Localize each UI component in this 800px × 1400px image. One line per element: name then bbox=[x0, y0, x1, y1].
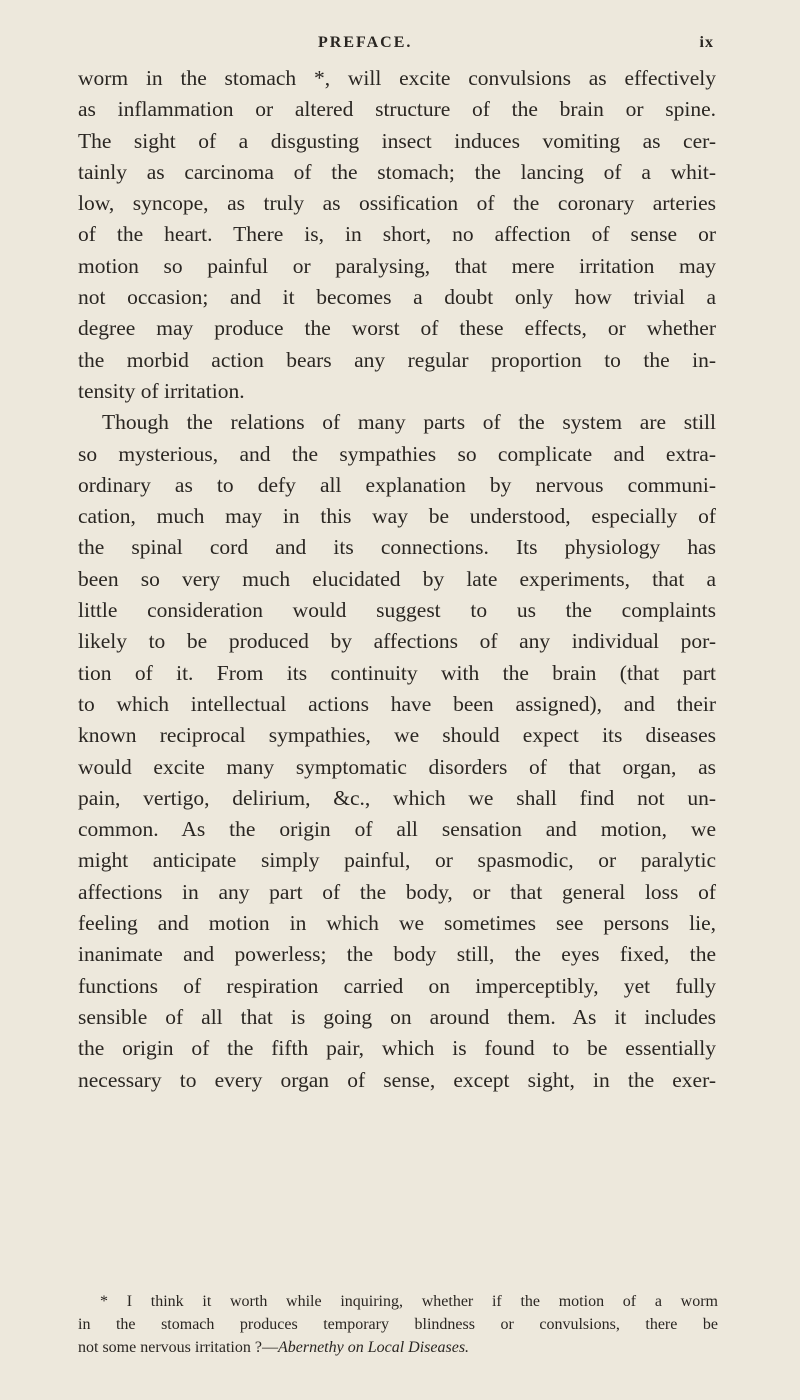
text-line: tensity of irritation. bbox=[78, 378, 245, 403]
page-number: ix bbox=[699, 34, 714, 51]
text-line: not occasion; and it becomes a doubt only how trivial a bbox=[78, 285, 716, 310]
text-line: of the heart. There is, in short, no affection of sense or bbox=[78, 222, 716, 247]
paragraph-start-line: Though the relations of many parts of the system are still bbox=[102, 410, 716, 435]
body-text bbox=[78, 63, 716, 1096]
text-line: feeling and motion in which we sometimes see persons lie, bbox=[78, 911, 716, 936]
footnote-citation: Abernethy on Local Diseases. bbox=[277, 1339, 470, 1356]
footnote bbox=[78, 1290, 718, 1359]
text-line: affections in any part of the body, or that general loss of bbox=[78, 879, 716, 904]
text-line: motion so painful or paralysing, that mere irritation may bbox=[78, 253, 716, 278]
text-line: little consideration would suggest to us the complaints bbox=[78, 598, 716, 623]
text-line: ordinary as to defy all explanation by nervous communi- bbox=[78, 472, 716, 497]
text-line: tion of it. From its continuity with the brain (that part bbox=[78, 660, 716, 685]
text-line: would excite many symptomatic disorders of that organ, as bbox=[78, 754, 716, 779]
text-line: the morbid action bears any regular proportion to the in- bbox=[78, 347, 716, 372]
text-line: worm in the stomach *, will excite convulsions as effectively bbox=[78, 66, 716, 90]
text-line: tainly as carcinoma of the stomach; the lancing of a whit- bbox=[78, 159, 716, 184]
text-line: necessary to every organ of sense, except sight, in the exer- bbox=[78, 1067, 716, 1092]
text-line: been so very much elucidated by late experiments, that a bbox=[78, 566, 716, 591]
text-line: likely to be produced by affections of any individual por- bbox=[78, 629, 716, 654]
footnote-line: * I think it worth while inquiring, whether if the motion of a worm bbox=[100, 1293, 718, 1310]
text-line: so mysterious, and the sympathies so complicate and extra- bbox=[78, 441, 716, 466]
text-line: degree may produce the worst of these effects, or whether bbox=[78, 316, 716, 341]
text-line: sensible of all that is going on around them. As it includes bbox=[78, 1004, 716, 1029]
text-line: functions of respiration carried on imperceptibly, yet fully bbox=[78, 973, 716, 998]
text-line: as inflammation or altered structure of the brain or spine. bbox=[78, 97, 716, 122]
text-line: The sight of a disgusting insect induces vomiting as cer- bbox=[78, 128, 716, 153]
text-line: the origin of the fifth pair, which is found to be essentially bbox=[78, 1036, 716, 1061]
text-line: to which intellectual actions have been assigned), and their bbox=[78, 691, 716, 716]
text-line: known reciprocal sympathies, we should expect its diseases bbox=[78, 723, 716, 748]
text-line: cation, much may in this way be understood, especially of bbox=[78, 504, 716, 529]
text-line: low, syncope, as truly as ossification of the coronary arteries bbox=[78, 191, 716, 216]
footnote-text: not some nervous irritation ?— bbox=[78, 1339, 278, 1356]
footnote-line: in the stomach produces temporary blindness or convulsions, there be bbox=[78, 1316, 718, 1333]
text-line: pain, vertigo, delirium, &c., which we shall find not un- bbox=[78, 785, 716, 810]
text-line: might anticipate simply painful, or spasmodic, or paralytic bbox=[78, 848, 716, 873]
running-title: PREFACE. bbox=[318, 34, 413, 51]
text-line: inanimate and powerless; the body still, the eyes fixed, the bbox=[78, 942, 716, 967]
running-head bbox=[78, 34, 714, 64]
text-line: the spinal cord and its connections. Its physiology has bbox=[78, 535, 716, 560]
footnote-line-last bbox=[78, 1336, 718, 1359]
text-line: common. As the origin of all sensation and motion, we bbox=[78, 817, 716, 842]
